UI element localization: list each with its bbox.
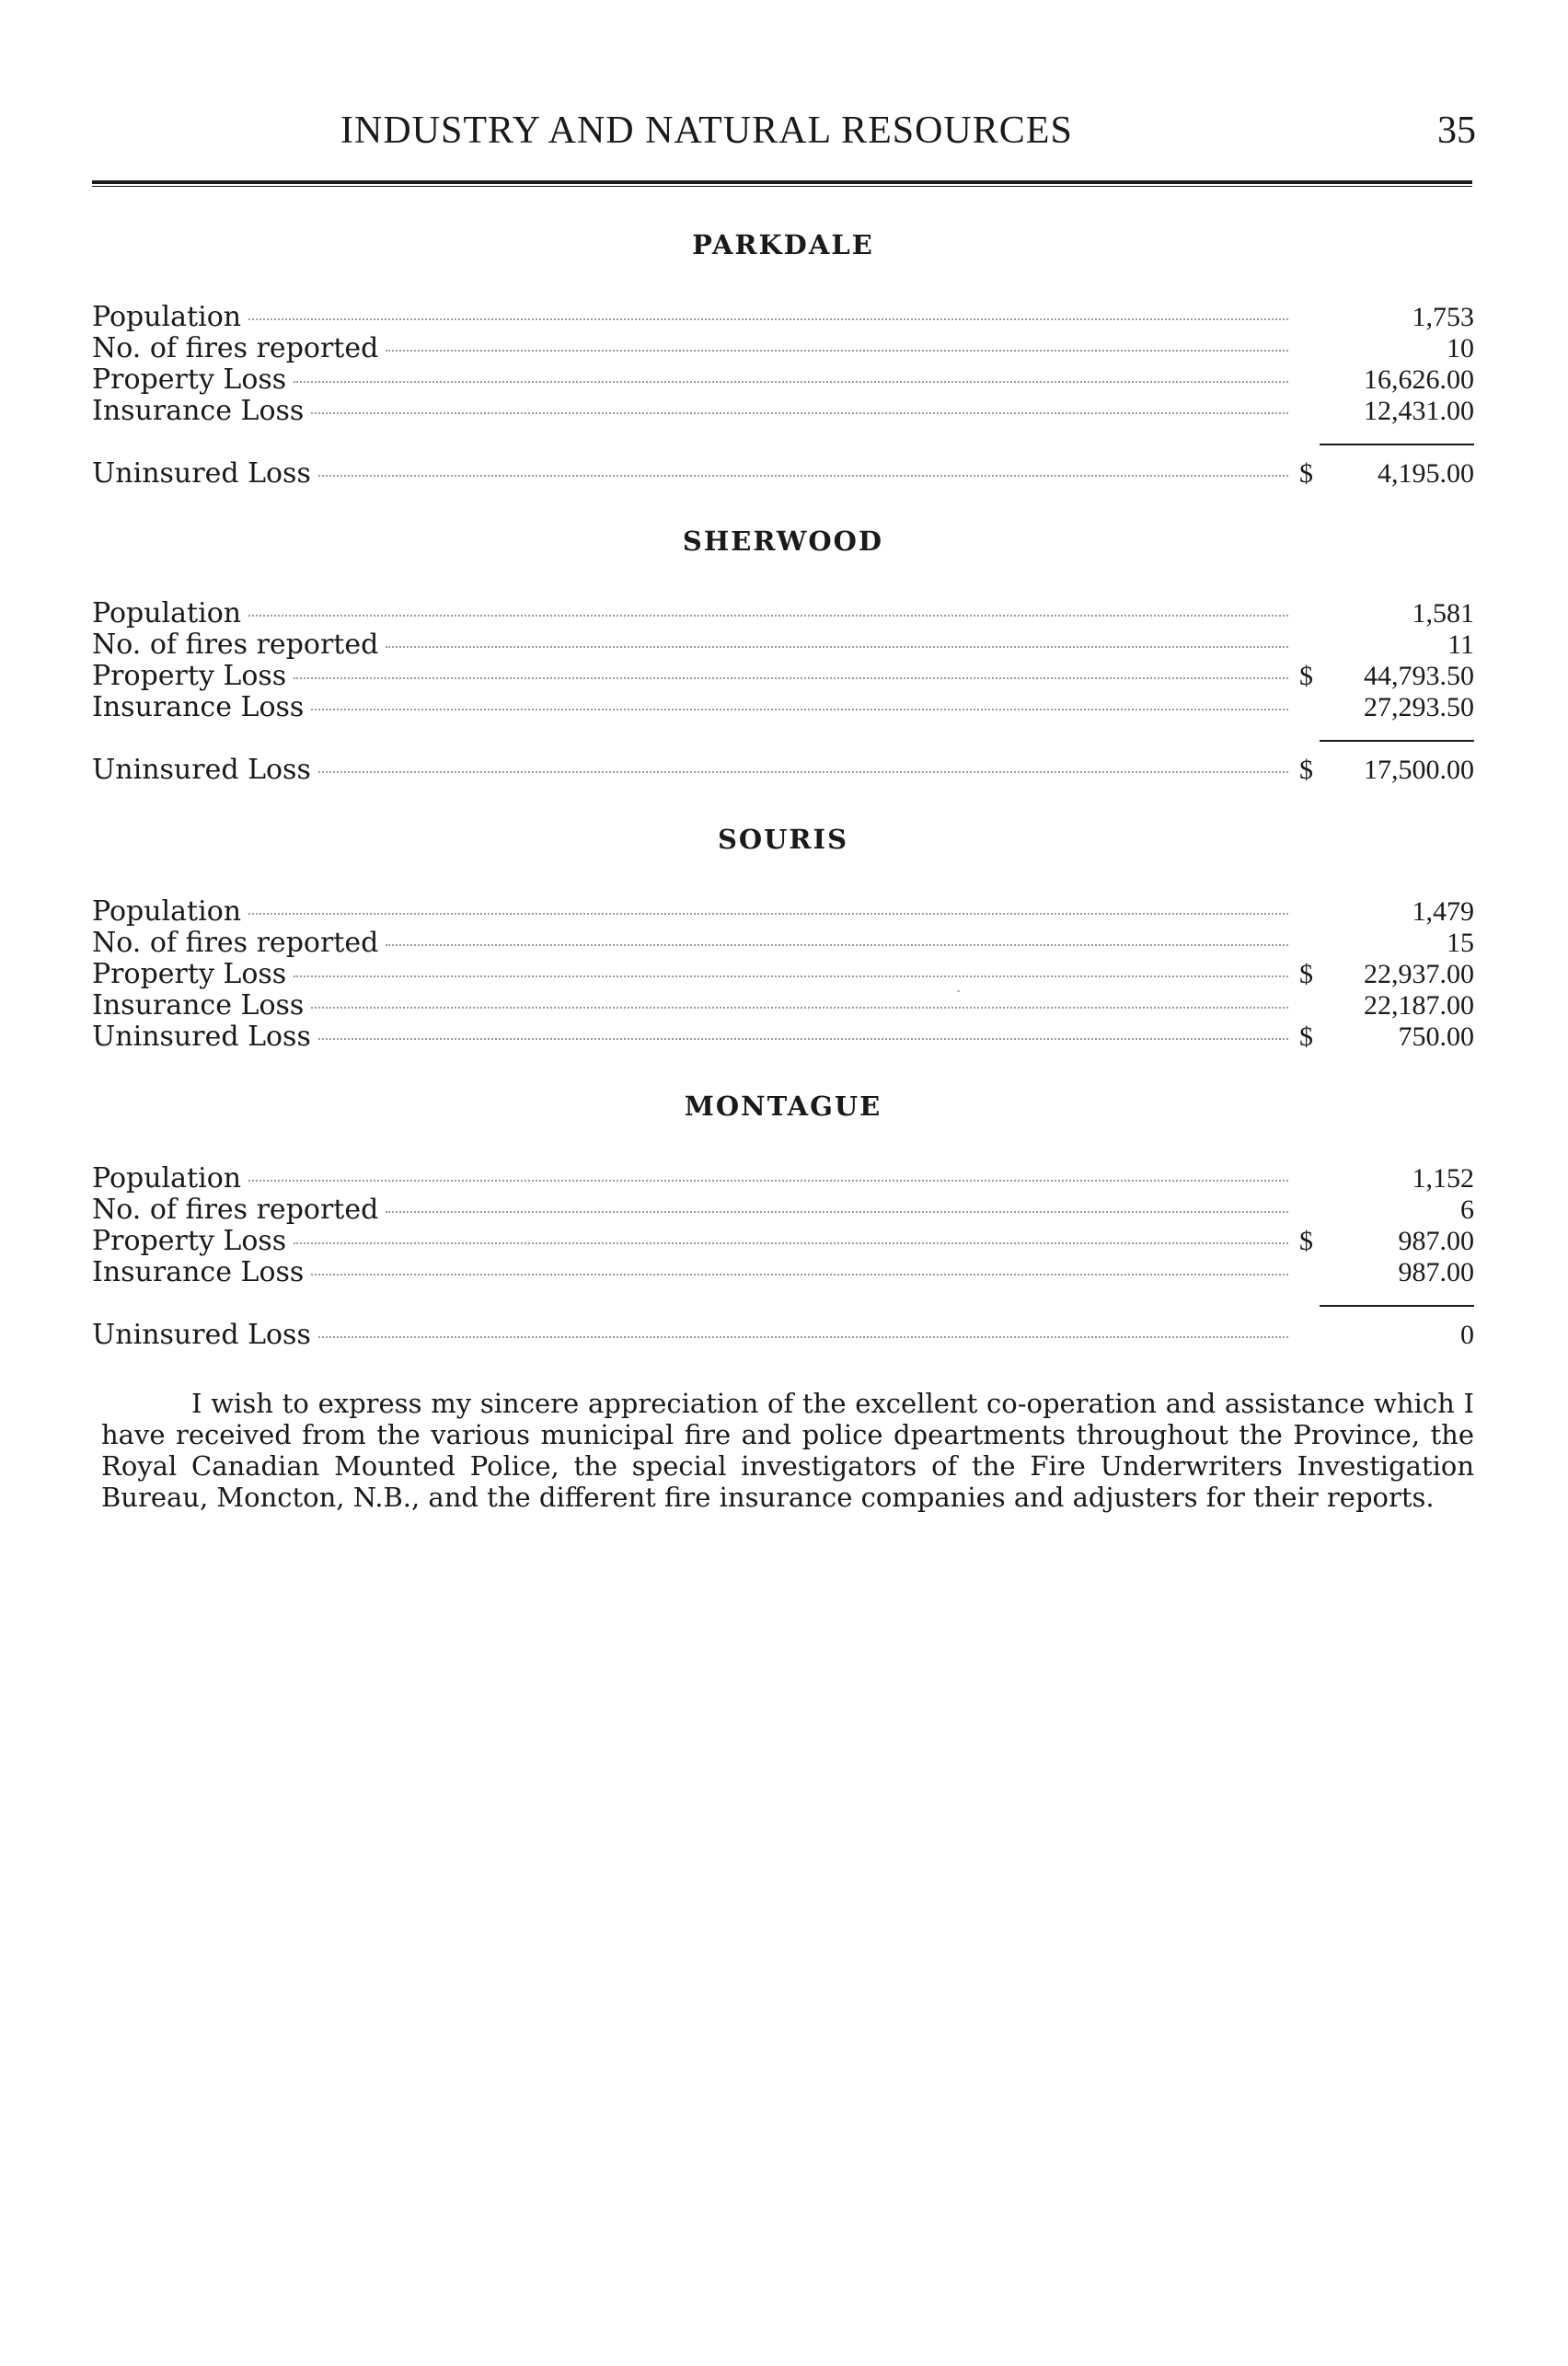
row-label: Uninsured Loss — [92, 1021, 311, 1053]
row-value: 1,152 — [1412, 1163, 1474, 1194]
header-rule — [92, 180, 1472, 187]
row-label: Insurance Loss — [92, 1256, 305, 1288]
total-rule — [1320, 1305, 1474, 1307]
row-label: No. of fires reported — [92, 927, 379, 959]
row-label: Population — [92, 597, 242, 629]
stat-row-population — [92, 302, 1474, 333]
row-label: Property Loss — [92, 364, 287, 396]
row-label: Insurance Loss — [92, 989, 305, 1021]
dot-leader — [294, 677, 1288, 679]
dot-leader — [386, 350, 1288, 352]
stat-row-property-loss — [92, 661, 1474, 692]
row-value: 987.00 — [1398, 1257, 1474, 1287]
stat-row-fires — [92, 1195, 1474, 1226]
dot-leader — [318, 771, 1288, 773]
row-value: 17,500.00 — [1364, 755, 1474, 785]
dot-leader — [294, 975, 1288, 977]
dot-leader — [248, 318, 1288, 320]
dot-leader — [386, 944, 1288, 946]
total-rule-area — [92, 427, 1474, 458]
section-souris — [92, 821, 1474, 1053]
stat-row-property-loss — [92, 959, 1474, 990]
stat-row-insurance-loss — [92, 1257, 1474, 1288]
row-label: No. of fires reported — [92, 629, 379, 661]
stat-row-uninsured-loss — [92, 1320, 1474, 1351]
stat-row-property-loss — [92, 1226, 1474, 1257]
row-label: Uninsured Loss — [92, 754, 311, 786]
row-label: Insurance Loss — [92, 395, 305, 427]
row-label: Population — [92, 301, 242, 333]
running-head: INDUSTRY AND NATURAL RESOURCES — [340, 110, 1073, 152]
dot-leader — [248, 615, 1288, 617]
dot-leader — [248, 1180, 1288, 1182]
row-value: 0 — [1460, 1320, 1474, 1350]
row-value: 750.00 — [1398, 1021, 1474, 1052]
total-rule-area — [92, 1288, 1474, 1320]
closing-text: I wish to express my sincere appreciation of the excellent co-operation and assistance which I have received from the various municipal fire and police dpeartments throughout the Province, the Royal Canadian Mounted Police, the special investigators of the Fire Underwriters Investigation Bureau, Moncton, N.B., and the different fire insurance companies and adjusters for their reports. — [101, 1388, 1474, 1513]
stat-row-insurance-loss — [92, 990, 1474, 1021]
row-label: Insurance Loss — [92, 691, 305, 723]
dot-leader — [294, 1242, 1288, 1244]
section-montague — [92, 1088, 1474, 1351]
dot-leader — [248, 913, 1288, 915]
stat-row-fires — [92, 333, 1474, 364]
stat-row-fires — [92, 629, 1474, 661]
stat-row-uninsured-loss — [92, 458, 1474, 490]
row-currency: $ — [1299, 458, 1313, 489]
dot-leader — [311, 1007, 1288, 1009]
dot-leader — [311, 1274, 1288, 1275]
scan-speck — [957, 990, 960, 992]
total-rule-area — [92, 723, 1474, 755]
dot-leader — [294, 381, 1288, 383]
total-rule — [1320, 740, 1474, 742]
row-label: No. of fires reported — [92, 332, 379, 364]
row-value: 1,581 — [1412, 598, 1474, 629]
total-rule — [1320, 444, 1474, 445]
row-label: No. of fires reported — [92, 1194, 379, 1226]
row-label: Population — [92, 1162, 242, 1195]
row-currency: $ — [1299, 1021, 1313, 1052]
row-value: 22,937.00 — [1364, 959, 1474, 989]
stat-row-insurance-loss — [92, 396, 1474, 427]
row-value: 16,626.00 — [1364, 364, 1474, 395]
stat-row-insurance-loss — [92, 692, 1474, 723]
row-value: 44,793.50 — [1364, 661, 1474, 691]
section-sherwood — [92, 523, 1474, 786]
dot-leader — [311, 709, 1288, 710]
stat-row-uninsured-loss — [92, 755, 1474, 786]
dot-leader — [386, 1211, 1288, 1213]
row-label: Property Loss — [92, 958, 287, 990]
row-currency: $ — [1299, 959, 1313, 989]
row-value: 6 — [1460, 1195, 1474, 1225]
section-title: MONTAGUE — [684, 1091, 882, 1122]
row-value: 22,187.00 — [1364, 990, 1474, 1021]
stat-row-fires — [92, 928, 1474, 959]
dot-leader — [318, 1336, 1288, 1338]
section-title: SOURIS — [717, 824, 849, 855]
dot-leader — [311, 412, 1288, 414]
row-currency: $ — [1299, 661, 1313, 691]
section-title: SHERWOOD — [682, 525, 884, 557]
closing-paragraph — [101, 1388, 1474, 1513]
stat-row-property-loss — [92, 364, 1474, 396]
row-value: 11 — [1447, 629, 1474, 660]
section-title: PARKDALE — [692, 229, 874, 260]
row-value: 1,753 — [1412, 302, 1474, 332]
stat-row-population — [92, 1163, 1474, 1195]
row-label: Property Loss — [92, 660, 287, 692]
row-currency: $ — [1299, 1226, 1313, 1256]
row-value: 987.00 — [1398, 1226, 1474, 1256]
row-value: 12,431.00 — [1364, 396, 1474, 426]
page-number: 35 — [1437, 110, 1476, 152]
row-value: 4,195.00 — [1378, 458, 1474, 489]
row-label: Property Loss — [92, 1225, 287, 1257]
row-value: 27,293.50 — [1364, 692, 1474, 722]
row-value: 10 — [1447, 333, 1474, 364]
dot-leader — [386, 646, 1288, 648]
row-label: Population — [92, 895, 242, 928]
row-label: Uninsured Loss — [92, 1319, 311, 1351]
row-value: 1,479 — [1412, 896, 1474, 927]
stat-row-population — [92, 598, 1474, 629]
row-value: 15 — [1447, 928, 1474, 958]
stat-row-uninsured-loss — [92, 1021, 1474, 1053]
row-label: Uninsured Loss — [92, 457, 311, 490]
dot-leader — [318, 475, 1288, 477]
dot-leader — [318, 1038, 1288, 1040]
stat-row-population — [92, 896, 1474, 928]
row-currency: $ — [1299, 755, 1313, 785]
section-parkdale — [92, 226, 1474, 490]
